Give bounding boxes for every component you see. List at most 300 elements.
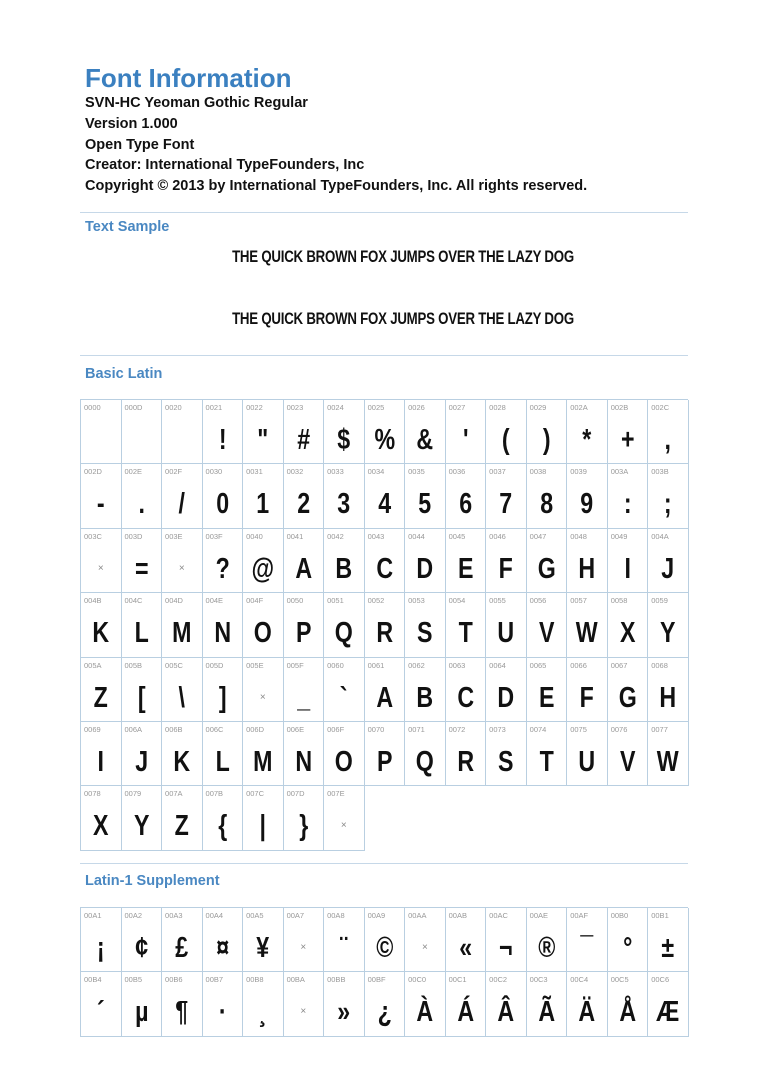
glyph-cell: [243, 400, 284, 464]
glyph-code: 0031: [246, 467, 263, 477]
glyph-code: 004E: [205, 596, 224, 606]
glyph-cell: [162, 722, 203, 786]
glyph: P: [376, 745, 393, 778]
glyph-cell: [162, 972, 203, 1036]
glyph-code: 007D: [286, 789, 305, 799]
missing-glyph-icon: ×: [340, 820, 347, 832]
text-sample-line: THE QUICK BROWN FOX JUMPS OVER THE LAZY DOG: [232, 309, 574, 328]
glyph: ;: [664, 488, 672, 521]
glyph-code: 007C: [246, 789, 264, 799]
glyph: °: [622, 932, 633, 964]
glyph: #: [296, 424, 310, 456]
glyph-cell: [81, 972, 122, 1036]
glyph: K: [173, 745, 191, 778]
glyph-cell: [365, 908, 406, 972]
glyph: I: [624, 552, 631, 585]
glyph-cell: [608, 593, 649, 657]
glyph-code: 0078: [84, 789, 101, 799]
glyph-cell: [648, 529, 689, 593]
glyph: O: [253, 617, 272, 650]
basic-latin-heading: Basic Latin: [85, 366, 163, 382]
glyph-cell: [243, 786, 284, 850]
divider: [80, 863, 688, 864]
glyph: B: [416, 681, 434, 714]
glyph-code: 003A: [610, 467, 629, 477]
glyph-cell: [243, 972, 284, 1036]
glyph-code: 005C: [165, 660, 183, 670]
glyph: ©: [375, 932, 393, 964]
glyph-code: 0033: [327, 467, 344, 477]
glyph-cell: [324, 464, 365, 528]
glyph: -: [96, 488, 105, 521]
glyph: (: [502, 424, 510, 456]
glyph: S: [498, 745, 514, 778]
missing-glyph-icon: ×: [421, 942, 428, 953]
glyph-code: 00BF: [367, 975, 386, 985]
glyph-code: 0020: [165, 403, 182, 412]
glyph-cell: [527, 593, 568, 657]
glyph: 1: [256, 488, 270, 521]
glyph: `: [339, 681, 348, 714]
glyph: 9: [580, 488, 594, 521]
glyph-cell: [81, 908, 122, 972]
glyph: D: [416, 552, 434, 585]
glyph-cell: [365, 658, 406, 722]
glyph-cell: [284, 972, 325, 1036]
basic-latin-glyph-grid: [80, 399, 688, 851]
glyph-cell: [446, 529, 487, 593]
glyph-cell: [81, 529, 122, 593]
glyph: £: [175, 932, 189, 964]
glyph: ±: [661, 932, 675, 964]
glyph: 8: [539, 488, 553, 521]
glyph-cell: [203, 464, 244, 528]
glyph-cell: [486, 529, 527, 593]
glyph-code: 0072: [448, 724, 466, 734]
glyph-code: 0035: [408, 467, 425, 477]
glyph-cell: [486, 658, 527, 722]
glyph: ,: [664, 424, 672, 456]
glyph-code: 005D: [205, 660, 224, 670]
glyph-cell: [527, 972, 568, 1036]
glyph-code: 00B5: [124, 975, 143, 985]
glyph-code: 003B: [651, 467, 669, 477]
glyph-cell: [81, 464, 122, 528]
glyph: ¸: [258, 996, 267, 1029]
glyph-code: 004A: [651, 531, 669, 541]
glyph-code: 0059: [651, 596, 668, 606]
glyph-cell: [527, 400, 568, 464]
glyph-code: 0029: [529, 403, 547, 412]
glyph-code: 0075: [570, 724, 587, 734]
glyph-code: 00A7: [286, 911, 305, 920]
glyph-cell: [648, 908, 689, 972]
glyph-code: 00AF: [570, 911, 589, 920]
glyph-code: 0038: [529, 467, 547, 477]
glyph: ¨: [339, 932, 348, 964]
glyph-cell: [567, 464, 608, 528]
glyph-code: 0021: [205, 403, 223, 412]
glyph-cell: [648, 593, 689, 657]
glyph: Ä: [578, 996, 596, 1029]
glyph-code: 007E: [327, 789, 345, 799]
glyph-code: 0077: [651, 724, 668, 734]
glyph-cell: [446, 400, 487, 464]
glyph-code: 0053: [408, 596, 425, 606]
glyph-code: 0027: [448, 403, 466, 412]
glyph-cell: [405, 593, 446, 657]
glyph-code: 0073: [489, 724, 506, 734]
glyph-cell: [203, 400, 244, 464]
font-type: Open Type Font: [85, 137, 195, 153]
glyph-code: 0045: [448, 531, 466, 541]
glyph: 2: [296, 488, 310, 521]
glyph-code: 006F: [327, 724, 345, 734]
glyph-cell: [648, 658, 689, 722]
glyph-code: 00A2: [124, 911, 143, 920]
glyph: :: [623, 488, 632, 521]
glyph-code: 00AC: [489, 911, 508, 920]
glyph: ": [257, 424, 269, 456]
glyph-cell: [446, 464, 487, 528]
glyph: E: [457, 552, 474, 585]
glyph-code: 0032: [286, 467, 304, 477]
glyph-code: 00C1: [448, 975, 467, 985]
glyph-code: 004C: [124, 596, 143, 606]
glyph-cell: [446, 593, 487, 657]
glyph-code: 0028: [489, 403, 506, 412]
glyph-cell: [284, 593, 325, 657]
glyph: S: [417, 617, 433, 650]
glyph-cell: [365, 972, 406, 1036]
glyph: G: [537, 552, 556, 585]
glyph-code: 003F: [205, 531, 223, 541]
glyph-code: 0076: [610, 724, 628, 734]
glyph-cell: [203, 722, 244, 786]
glyph: N: [213, 617, 231, 650]
glyph-cell: [162, 786, 203, 850]
glyph-code: 00B8: [246, 975, 264, 985]
glyph-code: 007B: [205, 789, 224, 799]
glyph: K: [92, 617, 110, 650]
glyph: ¡: [96, 932, 105, 964]
glyph-code: 007A: [165, 789, 183, 799]
glyph-code: 0034: [367, 467, 385, 477]
glyph: /: [178, 488, 186, 521]
glyph: Q: [415, 745, 434, 778]
glyph: &: [416, 424, 434, 456]
glyph-cell: [243, 722, 284, 786]
glyph: W: [657, 745, 679, 778]
glyph-code: 0043: [367, 531, 385, 541]
glyph-code: 004B: [84, 596, 102, 606]
glyph: X: [619, 617, 636, 650]
glyph-cell: [203, 972, 244, 1036]
glyph-code: 00A1: [84, 911, 102, 920]
glyph-code: 002D: [84, 467, 102, 477]
glyph-code: 00A5: [246, 911, 264, 920]
latin1-supplement-glyph-grid: [80, 907, 688, 1037]
glyph-cell: [284, 464, 325, 528]
glyph-code: 003C: [84, 531, 102, 541]
glyph: ': [462, 424, 469, 456]
glyph-cell: [486, 464, 527, 528]
glyph: .: [138, 488, 145, 521]
glyph: I: [97, 745, 104, 778]
glyph-code: 00C4: [570, 975, 589, 985]
glyph-cell: [567, 400, 608, 464]
font-version: Version 1.000: [85, 116, 178, 132]
glyph-code: 00A4: [205, 911, 224, 920]
glyph-code: 0050: [286, 596, 304, 606]
glyph-code: 002F: [165, 467, 183, 477]
glyph-cell: [81, 593, 122, 657]
glyph: J: [661, 552, 675, 585]
glyph-code: 0054: [448, 596, 466, 606]
missing-glyph-icon: ×: [259, 691, 266, 703]
glyph-code: 0047: [529, 531, 547, 541]
glyph-cell: [405, 464, 446, 528]
glyph-code: 002B: [610, 403, 629, 412]
glyph: H: [659, 681, 677, 714]
glyph: Y: [133, 810, 150, 843]
glyph-cell: [243, 593, 284, 657]
glyph-cell: [324, 908, 365, 972]
glyph-code: 0058: [610, 596, 628, 606]
glyph-cell: [608, 972, 649, 1036]
glyph-cell: [567, 908, 608, 972]
glyph-cell: [243, 658, 284, 722]
glyph-code: 005A: [84, 660, 102, 670]
glyph-cell: [648, 400, 689, 464]
glyph-cell: [527, 658, 568, 722]
glyph: G: [618, 681, 637, 714]
glyph-code: 0062: [408, 660, 425, 670]
glyph-cell: [527, 722, 568, 786]
glyph-cell: [243, 464, 284, 528]
glyph-code: 0061: [367, 660, 385, 670]
glyph-code: 00BB: [327, 975, 346, 985]
glyph-code: 00AE: [529, 911, 549, 920]
glyph-code: 0023: [286, 403, 304, 412]
glyph-code: 0068: [651, 660, 668, 670]
glyph: \: [178, 681, 186, 714]
glyph-cell: [284, 658, 325, 722]
glyph: ·: [218, 996, 227, 1029]
glyph: ¬: [499, 932, 513, 964]
missing-glyph-icon: ×: [97, 562, 104, 574]
glyph: !: [218, 424, 227, 456]
glyph: D: [497, 681, 515, 714]
glyph-code: 0056: [529, 596, 547, 606]
latin1-supplement-heading: Latin-1 Supplement: [85, 873, 220, 889]
glyph-cell: [122, 786, 163, 850]
glyph: W: [575, 617, 598, 650]
glyph-cell: [446, 658, 487, 722]
glyph-cell: [567, 658, 608, 722]
glyph-cell: [405, 908, 446, 972]
glyph-cell: [284, 722, 325, 786]
glyph-code: 004F: [246, 596, 264, 606]
glyph: T: [539, 745, 554, 778]
glyph: 0: [215, 488, 229, 521]
glyph-cell: [324, 658, 365, 722]
glyph-code: 0052: [367, 596, 385, 606]
glyph: T: [458, 617, 473, 650]
glyph: $: [337, 424, 351, 456]
glyph-code: 002A: [570, 403, 588, 412]
divider: [80, 355, 688, 356]
glyph: Ã: [538, 996, 555, 1029]
glyph-cell: [446, 908, 487, 972]
glyph-code: 0079: [124, 789, 142, 799]
glyph: @: [251, 552, 275, 585]
glyph-code: 00AB: [448, 911, 467, 920]
glyph-code: 00B1: [651, 911, 669, 920]
glyph-code: 0030: [205, 467, 223, 477]
glyph: J: [134, 745, 148, 778]
glyph-code: 005F: [286, 660, 304, 670]
glyph-code: 0071: [408, 724, 425, 734]
glyph-cell: [365, 593, 406, 657]
glyph-cell: [203, 658, 244, 722]
glyph-cell: [162, 908, 203, 972]
glyph: A: [294, 552, 312, 585]
glyph-code: 006C: [205, 724, 224, 734]
glyph: =: [134, 552, 149, 585]
glyph-code: 0036: [448, 467, 466, 477]
glyph-cell: [284, 400, 325, 464]
glyph: Y: [660, 617, 676, 650]
glyph-cell: [122, 529, 163, 593]
glyph-code: 0046: [489, 531, 506, 541]
glyph-code: 0042: [327, 531, 344, 541]
glyph: ®: [537, 932, 555, 964]
glyph-cell: [567, 722, 608, 786]
glyph-cell: [81, 400, 122, 464]
glyph-code: 006A: [124, 724, 143, 734]
glyph: N: [294, 745, 312, 778]
glyph-cell: [203, 908, 244, 972]
glyph-cell: [446, 972, 487, 1036]
glyph-code: 00C5: [610, 975, 629, 985]
glyph-cell: [527, 464, 568, 528]
glyph: E: [538, 681, 555, 714]
glyph: ¯: [580, 932, 594, 964]
glyph: Æ: [656, 996, 680, 1029]
glyph-cell: [122, 658, 163, 722]
glyph: ¤: [215, 932, 229, 964]
glyph-cell: [446, 722, 487, 786]
glyph: L: [134, 617, 149, 650]
glyph-cell: [203, 786, 244, 850]
glyph-cell: [81, 786, 122, 850]
glyph: Q: [334, 617, 353, 650]
glyph-code: 0070: [367, 724, 385, 734]
glyph-cell: [284, 908, 325, 972]
glyph-cell: [81, 722, 122, 786]
glyph: {: [217, 810, 227, 843]
glyph-code: 0049: [610, 531, 628, 541]
glyph-code: 00C0: [408, 975, 427, 985]
glyph: B: [335, 552, 353, 585]
glyph-cell: [324, 786, 365, 850]
font-name: SVN-HC Yeoman Gothic Regular: [85, 95, 308, 111]
glyph: }: [298, 810, 308, 843]
glyph-code: 0024: [327, 403, 344, 412]
glyph: ¿: [377, 996, 392, 1029]
glyph: X: [93, 810, 109, 843]
glyph-cell: [324, 593, 365, 657]
glyph: À: [416, 996, 434, 1029]
glyph-code: 0063: [448, 660, 466, 670]
glyph: 7: [499, 488, 513, 521]
glyph-code: 000D: [124, 403, 143, 412]
glyph-code: 0026: [408, 403, 425, 412]
glyph: 3: [337, 488, 351, 521]
glyph-cell: [648, 722, 689, 786]
glyph-code: 0055: [489, 596, 506, 606]
glyph-cell: [284, 786, 325, 850]
divider: [80, 212, 688, 213]
glyph: R: [375, 617, 393, 650]
glyph-code: 0041: [286, 531, 304, 541]
glyph: ¥: [256, 932, 270, 964]
glyph-code: 002E: [124, 467, 143, 477]
glyph-cell: [81, 658, 122, 722]
glyph-cell: [527, 908, 568, 972]
glyph: H: [578, 552, 596, 585]
glyph-code: 005B: [124, 660, 143, 670]
glyph-cell: [324, 529, 365, 593]
font-creator: Creator: International TypeFounders, Inc: [85, 157, 365, 173]
glyph: M: [253, 745, 273, 778]
glyph-code: 00BA: [286, 975, 305, 985]
glyph-cell: [324, 972, 365, 1036]
glyph: ¢: [134, 932, 148, 964]
glyph-cell: [122, 972, 163, 1036]
glyph: _: [296, 681, 310, 714]
glyph-cell: [486, 908, 527, 972]
glyph-cell: [162, 400, 203, 464]
glyph-code: 0067: [610, 660, 628, 670]
glyph-code: 00A3: [165, 911, 183, 920]
glyph-code: 006D: [246, 724, 264, 734]
missing-glyph-icon: ×: [300, 1006, 307, 1018]
glyph-code: 00B6: [165, 975, 183, 985]
glyph-cell: [567, 972, 608, 1036]
glyph-code: 00C2: [489, 975, 508, 985]
glyph-code: 00C6: [651, 975, 670, 985]
glyph: ?: [215, 552, 230, 585]
glyph-code: 003E: [165, 531, 183, 541]
glyph-code: 0066: [570, 660, 587, 670]
font-copyright: Copyright © 2013 by International TypeFounders, Inc. All rights reserved.: [85, 178, 588, 194]
glyph-cell: [648, 464, 689, 528]
glyph-code: 006E: [286, 724, 305, 734]
glyph-cell: [608, 400, 649, 464]
glyph-code: 0051: [327, 596, 344, 606]
glyph-cell: [162, 529, 203, 593]
glyph-code: 0022: [246, 403, 263, 412]
glyph: µ: [134, 996, 148, 1029]
page-title: Font Information: [85, 63, 292, 93]
glyph-code: 006B: [165, 724, 183, 734]
glyph: ´: [96, 996, 105, 1029]
glyph-code: 0025: [367, 403, 385, 412]
glyph-cell: [405, 400, 446, 464]
glyph-cell: [324, 400, 365, 464]
